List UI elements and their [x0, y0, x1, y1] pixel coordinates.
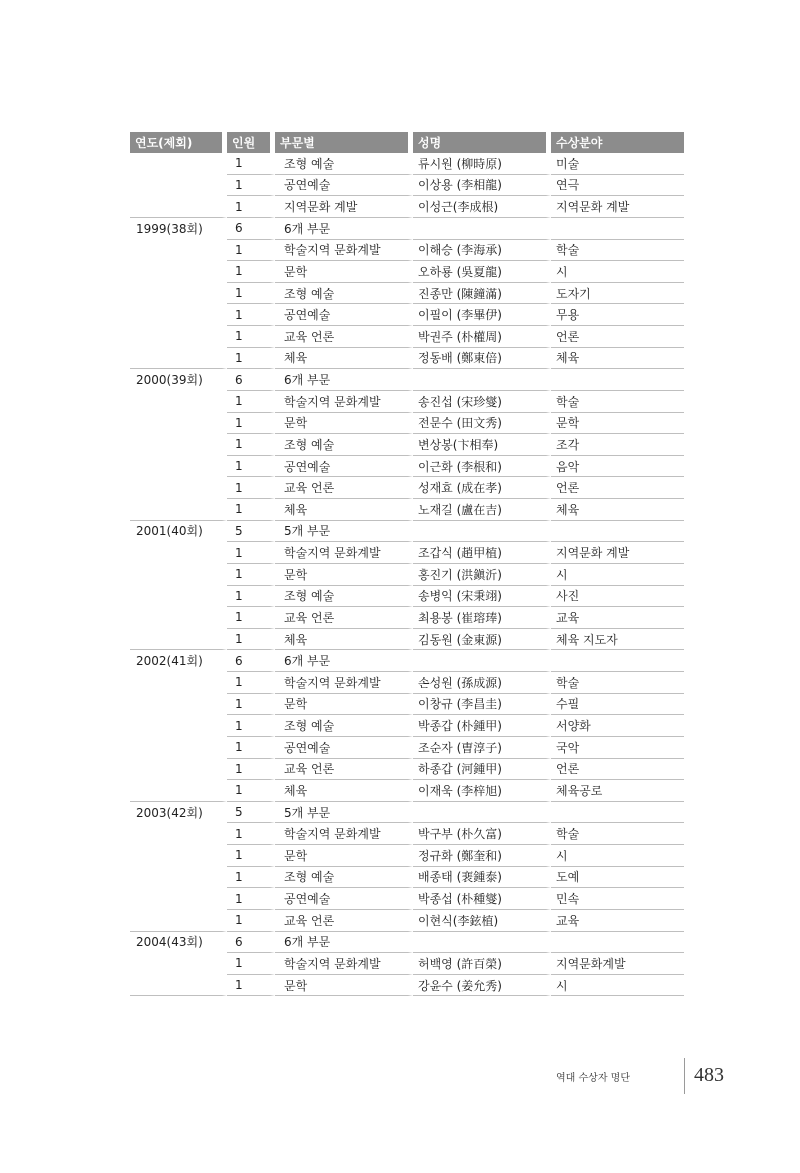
footer-section-label: 역대 수상자 명단 [556, 1073, 630, 1084]
cell-field: 체육 [551, 499, 684, 521]
cell-count: 1 [227, 715, 275, 737]
cell-name: 하종갑 (河鍾甲) [413, 759, 551, 781]
cell-field [551, 802, 684, 824]
cell-count: 1 [227, 867, 275, 889]
table-row [130, 521, 684, 543]
table-row [130, 348, 684, 370]
cell-year [130, 413, 227, 435]
cell-count: 1 [227, 434, 275, 456]
cell-year [130, 975, 227, 997]
cell-field: 조각 [551, 434, 684, 456]
cell-field: 민속 [551, 888, 684, 910]
cell-count: 1 [227, 672, 275, 694]
cell-count: 1 [227, 910, 275, 932]
table-row [130, 953, 684, 975]
table-row [130, 867, 684, 889]
footer-divider [684, 1058, 685, 1094]
cell-field: 문학 [551, 413, 684, 435]
cell-count: 1 [227, 823, 275, 845]
cell-category: 공연예술 [275, 304, 413, 326]
cell-count: 6 [227, 218, 275, 240]
cell-category: 지역문화 계발 [275, 196, 413, 218]
cell-year [130, 953, 227, 975]
cell-category: 교육 언론 [275, 910, 413, 932]
cell-field [551, 521, 684, 543]
cell-field: 무용 [551, 304, 684, 326]
cell-category: 체육 [275, 629, 413, 651]
cell-count: 1 [227, 391, 275, 413]
cell-name: 박구부 (朴久富) [413, 823, 551, 845]
cell-year [130, 153, 227, 175]
cell-count: 1 [227, 845, 275, 867]
table-row [130, 413, 684, 435]
header-year: 연도(제회) [130, 132, 227, 153]
cell-year [130, 175, 227, 197]
cell-category: 공연예술 [275, 175, 413, 197]
cell-category: 조형 예술 [275, 867, 413, 889]
cell-field: 시 [551, 564, 684, 586]
cell-count: 1 [227, 196, 275, 218]
cell-field: 체육 지도자 [551, 629, 684, 651]
cell-name: 이근화 (李根和) [413, 456, 551, 478]
cell-field: 언론 [551, 326, 684, 348]
cell-category: 학술지역 문화계발 [275, 240, 413, 262]
cell-field [551, 218, 684, 240]
cell-year [130, 304, 227, 326]
cell-year [130, 477, 227, 499]
cell-name: 홍진기 (洪鎭沂) [413, 564, 551, 586]
table-row [130, 240, 684, 262]
cell-category: 공연예술 [275, 888, 413, 910]
table-header [130, 132, 684, 153]
cell-category: 교육 언론 [275, 477, 413, 499]
table-row [130, 477, 684, 499]
cell-field: 지역문화 계발 [551, 196, 684, 218]
cell-name: 이현식(李鉉植) [413, 910, 551, 932]
page-footer [556, 1058, 760, 1094]
cell-count: 1 [227, 888, 275, 910]
cell-field: 학술 [551, 240, 684, 262]
cell-name: 이해승 (李海承) [413, 240, 551, 262]
cell-field: 도예 [551, 867, 684, 889]
cell-field: 연극 [551, 175, 684, 197]
cell-category: 교육 언론 [275, 759, 413, 781]
cell-name: 변상봉(卞相奉) [413, 434, 551, 456]
awards-table [130, 132, 684, 996]
cell-field: 지역문화 계발 [551, 542, 684, 564]
cell-category: 6개 부문 [275, 650, 413, 672]
cell-name: 허백영 (許百榮) [413, 953, 551, 975]
cell-year [130, 564, 227, 586]
cell-field [551, 650, 684, 672]
header-count: 인원 [227, 132, 275, 153]
cell-name: 정동배 (鄭東倍) [413, 348, 551, 370]
header-category: 부문별 [275, 132, 413, 153]
cell-year: 2002(41회) [130, 650, 227, 672]
table-row [130, 932, 684, 954]
table-row [130, 823, 684, 845]
cell-year [130, 780, 227, 802]
cell-field [551, 369, 684, 391]
cell-count: 1 [227, 564, 275, 586]
cell-field: 교육 [551, 910, 684, 932]
cell-year [130, 391, 227, 413]
table-row [130, 845, 684, 867]
cell-category: 문학 [275, 413, 413, 435]
cell-count: 1 [227, 975, 275, 997]
cell-year [130, 672, 227, 694]
cell-field: 언론 [551, 477, 684, 499]
cell-name [413, 650, 551, 672]
cell-category: 공연예술 [275, 737, 413, 759]
cell-count: 1 [227, 456, 275, 478]
table-row [130, 542, 684, 564]
cell-field: 교육 [551, 607, 684, 629]
cell-field: 국악 [551, 737, 684, 759]
table-row [130, 218, 684, 240]
cell-year [130, 888, 227, 910]
cell-year [130, 715, 227, 737]
cell-name: 배종태 (裵鍾泰) [413, 867, 551, 889]
table-row [130, 737, 684, 759]
cell-name [413, 369, 551, 391]
table-row [130, 153, 684, 175]
cell-year [130, 910, 227, 932]
cell-name: 이필이 (李畢伊) [413, 304, 551, 326]
cell-count: 1 [227, 283, 275, 305]
cell-year: 1999(38회) [130, 218, 227, 240]
cell-category: 5개 부문 [275, 521, 413, 543]
cell-year [130, 542, 227, 564]
cell-category: 조형 예술 [275, 434, 413, 456]
cell-field: 학술 [551, 391, 684, 413]
cell-field [551, 932, 684, 954]
table-row [130, 564, 684, 586]
table-row [130, 391, 684, 413]
cell-count: 1 [227, 326, 275, 348]
cell-name: 박종섭 (朴種燮) [413, 888, 551, 910]
cell-year [130, 283, 227, 305]
cell-category: 학술지역 문화계발 [275, 391, 413, 413]
table-row [130, 888, 684, 910]
cell-field: 시 [551, 261, 684, 283]
table-row [130, 304, 684, 326]
cell-name [413, 218, 551, 240]
cell-count: 5 [227, 521, 275, 543]
table-row [130, 499, 684, 521]
cell-year [130, 196, 227, 218]
cell-category: 학술지역 문화계발 [275, 823, 413, 845]
cell-count: 1 [227, 607, 275, 629]
table-row [130, 196, 684, 218]
cell-year: 2003(42회) [130, 802, 227, 824]
cell-category: 문학 [275, 975, 413, 997]
cell-year [130, 348, 227, 370]
cell-category: 6개 부문 [275, 218, 413, 240]
cell-category: 체육 [275, 348, 413, 370]
cell-category: 문학 [275, 564, 413, 586]
cell-field: 서양화 [551, 715, 684, 737]
table-row [130, 672, 684, 694]
cell-count: 1 [227, 153, 275, 175]
cell-year [130, 867, 227, 889]
cell-count: 6 [227, 932, 275, 954]
table-row [130, 261, 684, 283]
table-row [130, 780, 684, 802]
cell-count: 6 [227, 369, 275, 391]
cell-count: 1 [227, 542, 275, 564]
cell-count: 1 [227, 261, 275, 283]
cell-category: 교육 언론 [275, 607, 413, 629]
cell-name [413, 521, 551, 543]
cell-count: 1 [227, 953, 275, 975]
table-row [130, 326, 684, 348]
cell-year [130, 845, 227, 867]
cell-name: 정규화 (鄭奎和) [413, 845, 551, 867]
table-row [130, 369, 684, 391]
cell-field: 사진 [551, 586, 684, 608]
awards-table-container [130, 132, 684, 996]
cell-field: 음악 [551, 456, 684, 478]
cell-year [130, 434, 227, 456]
cell-year: 2000(39회) [130, 369, 227, 391]
table-row [130, 694, 684, 716]
cell-field: 미술 [551, 153, 684, 175]
cell-category: 조형 예술 [275, 283, 413, 305]
header-name: 성명 [413, 132, 551, 153]
cell-name: 이재욱 (李梓旭) [413, 780, 551, 802]
cell-year [130, 694, 227, 716]
cell-category: 체육 [275, 780, 413, 802]
cell-count: 1 [227, 629, 275, 651]
cell-name: 박종갑 (朴鍾甲) [413, 715, 551, 737]
cell-count: 1 [227, 780, 275, 802]
cell-count: 6 [227, 650, 275, 672]
cell-year [130, 629, 227, 651]
cell-count: 1 [227, 240, 275, 262]
cell-category: 체육 [275, 499, 413, 521]
cell-category: 조형 예술 [275, 715, 413, 737]
cell-category: 6개 부문 [275, 369, 413, 391]
cell-field: 체육공로 [551, 780, 684, 802]
table-row [130, 434, 684, 456]
cell-field: 도자기 [551, 283, 684, 305]
cell-count: 1 [227, 737, 275, 759]
cell-name: 김동원 (金東源) [413, 629, 551, 651]
cell-name [413, 802, 551, 824]
header-field: 수상분야 [551, 132, 684, 153]
cell-field: 학술 [551, 672, 684, 694]
table-row [130, 175, 684, 197]
cell-count: 1 [227, 586, 275, 608]
cell-count: 1 [227, 759, 275, 781]
table-header-row [130, 132, 684, 153]
cell-year [130, 607, 227, 629]
cell-category: 조형 예술 [275, 153, 413, 175]
cell-name: 이창규 (李昌圭) [413, 694, 551, 716]
cell-year [130, 737, 227, 759]
cell-year [130, 499, 227, 521]
cell-category: 문학 [275, 694, 413, 716]
cell-name: 손성원 (孫成源) [413, 672, 551, 694]
cell-category: 학술지역 문화계발 [275, 542, 413, 564]
cell-name: 조갑식 (趙甲植) [413, 542, 551, 564]
cell-field: 학술 [551, 823, 684, 845]
cell-field: 체육 [551, 348, 684, 370]
cell-year [130, 261, 227, 283]
cell-name: 송진섭 (宋珍燮) [413, 391, 551, 413]
cell-count: 1 [227, 477, 275, 499]
cell-year [130, 456, 227, 478]
cell-count: 1 [227, 175, 275, 197]
cell-count: 1 [227, 413, 275, 435]
cell-name: 이상용 (李相龍) [413, 175, 551, 197]
cell-category: 문학 [275, 845, 413, 867]
table-row [130, 607, 684, 629]
cell-category: 교육 언론 [275, 326, 413, 348]
cell-name: 전문수 (田文秀) [413, 413, 551, 435]
cell-category: 학술지역 문화계발 [275, 672, 413, 694]
table-body [130, 153, 684, 996]
cell-name: 성재효 (成在孝) [413, 477, 551, 499]
cell-year [130, 240, 227, 262]
cell-field: 시 [551, 975, 684, 997]
table-row [130, 629, 684, 651]
table-row [130, 650, 684, 672]
cell-year: 2004(43회) [130, 932, 227, 954]
cell-name: 이성근(李成根) [413, 196, 551, 218]
cell-name: 조순자 (曺淳子) [413, 737, 551, 759]
table-row [130, 715, 684, 737]
page-number: 483 [694, 1064, 724, 1086]
cell-name: 박권주 (朴權周) [413, 326, 551, 348]
cell-field: 언론 [551, 759, 684, 781]
table-row [130, 802, 684, 824]
cell-year [130, 326, 227, 348]
table-row [130, 283, 684, 305]
table-row [130, 910, 684, 932]
cell-name: 최용봉 (崔瑢琫) [413, 607, 551, 629]
cell-year [130, 586, 227, 608]
cell-field: 시 [551, 845, 684, 867]
cell-name: 송병익 (宋秉翊) [413, 586, 551, 608]
cell-field: 지역문화계발 [551, 953, 684, 975]
table-row [130, 759, 684, 781]
cell-category: 6개 부문 [275, 932, 413, 954]
cell-category: 공연예술 [275, 456, 413, 478]
cell-count: 5 [227, 802, 275, 824]
cell-year [130, 823, 227, 845]
cell-name: 강윤수 (姜允秀) [413, 975, 551, 997]
cell-count: 1 [227, 694, 275, 716]
cell-count: 1 [227, 499, 275, 521]
cell-field: 수필 [551, 694, 684, 716]
cell-count: 1 [227, 304, 275, 326]
cell-category: 5개 부문 [275, 802, 413, 824]
cell-category: 문학 [275, 261, 413, 283]
cell-name: 진종만 (陳鐘滿) [413, 283, 551, 305]
cell-count: 1 [227, 348, 275, 370]
cell-year [130, 759, 227, 781]
table-row [130, 975, 684, 997]
cell-category: 학술지역 문화계발 [275, 953, 413, 975]
cell-name [413, 932, 551, 954]
table-row [130, 456, 684, 478]
cell-name: 노재길 (盧在吉) [413, 499, 551, 521]
cell-category: 조형 예술 [275, 586, 413, 608]
cell-year: 2001(40회) [130, 521, 227, 543]
cell-name: 오하룡 (吳夏龍) [413, 261, 551, 283]
table-row [130, 586, 684, 608]
cell-name: 류시원 (柳時原) [413, 153, 551, 175]
